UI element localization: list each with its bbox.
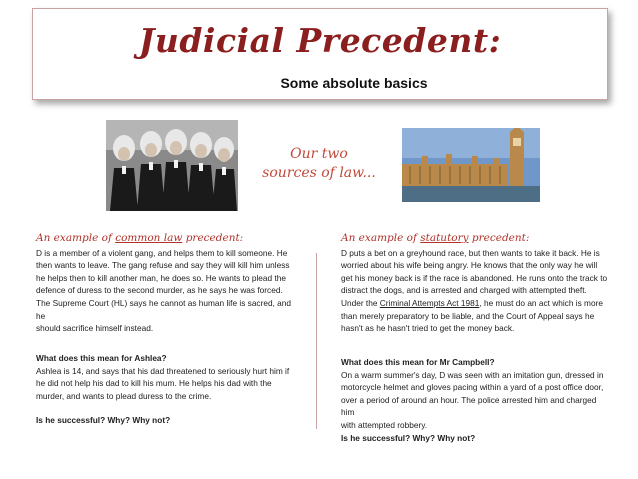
statutory-line: worried about his wife being angry. He knows that the only way he will xyxy=(341,260,598,271)
statutory-line: hasn't as he hasn't tried to get the money back. xyxy=(341,323,515,334)
page-subtitle: Some absolute basics xyxy=(280,75,428,91)
tagline-line-2: sources of law... xyxy=(262,165,376,181)
statutory-act-line: Under the Criminal Attempts Act 1981, he must do an act which is more xyxy=(341,297,603,308)
campbell-success-question: Is he successful? Why? Why not? xyxy=(341,432,476,443)
common-law-line: should sacrifice himself instead. xyxy=(36,323,154,334)
common-law-line: then wants to leave. The gang refuse and say they will kill him unless xyxy=(36,260,290,271)
statutory-line: get his money back is if the race is abandoned. He runs onto the track to xyxy=(341,272,608,283)
ashlea-scenario-line: murder, and wants to plead duress to the crime. xyxy=(36,390,212,401)
ashlea-question xyxy=(36,352,302,427)
ashlea-question-title: What does this mean for Ashlea? xyxy=(36,353,167,363)
campbell-question xyxy=(341,356,609,444)
statutory-heading: An example of statutory precedent: xyxy=(341,232,530,244)
statutory-line: distract the dogs, and is arrested and charged with attempted theft. xyxy=(341,285,587,296)
campbell-question-title: What does this mean for Mr Campbell? xyxy=(341,357,495,367)
common-law-line: The Supreme Court (HL) says he cannot as human life is sacred, and he xyxy=(36,297,292,321)
page-title: Judicial Precedent: xyxy=(138,21,502,60)
common-law-line: he helps then to kill another man, he does so. He wants to plead the xyxy=(36,272,286,283)
criminal-attempts-act: Criminal Attempts Act 1981 xyxy=(379,297,480,308)
ashlea-scenario-line: Ashlea is 14, and says that his dad threatened to seriously hurt him if xyxy=(36,365,290,376)
judges-photo xyxy=(106,120,238,211)
ashlea-scenario-line: he did not help his dad to kill his mum. He helps his dad with the xyxy=(36,378,272,389)
statutory-term: statutory xyxy=(420,232,469,244)
parliament-photo xyxy=(402,128,540,202)
ashlea-success-question: Is he successful? Why? Why not? xyxy=(36,415,171,426)
tagline xyxy=(244,145,394,183)
campbell-scenario-line: over a period of around an hour. The police arrested him and charged him xyxy=(341,394,597,418)
campbell-scenario-line: with attempted robbery. xyxy=(341,419,428,430)
campbell-scenario-line: motorcycle helmet and gloves pacing within a yard of a post office door, xyxy=(341,382,604,393)
campbell-scenario-line: On a warm summer's day, D was seen with an imitation gun, dressed in xyxy=(341,369,604,380)
title-box xyxy=(32,8,608,100)
statutory-line: than merely preparatory to be liable, and the Court of Appeal says he xyxy=(341,310,595,321)
common-law-line: defence of duress to the second murder, as he says he was forced. xyxy=(36,285,283,296)
common-law-line: D is a member of a violent gang, and helps them to kill someone. He xyxy=(36,247,288,258)
statutory-line: D puts a bet on a greyhound race, but then wants to take it back. He is xyxy=(341,247,600,258)
column-divider xyxy=(316,253,317,429)
tagline-line-1: Our two xyxy=(290,146,348,162)
common-law-term: common law xyxy=(115,232,183,244)
common-law-heading: An example of common law precedent: xyxy=(36,232,244,244)
common-law-section xyxy=(36,232,302,335)
statutory-section xyxy=(341,232,609,335)
